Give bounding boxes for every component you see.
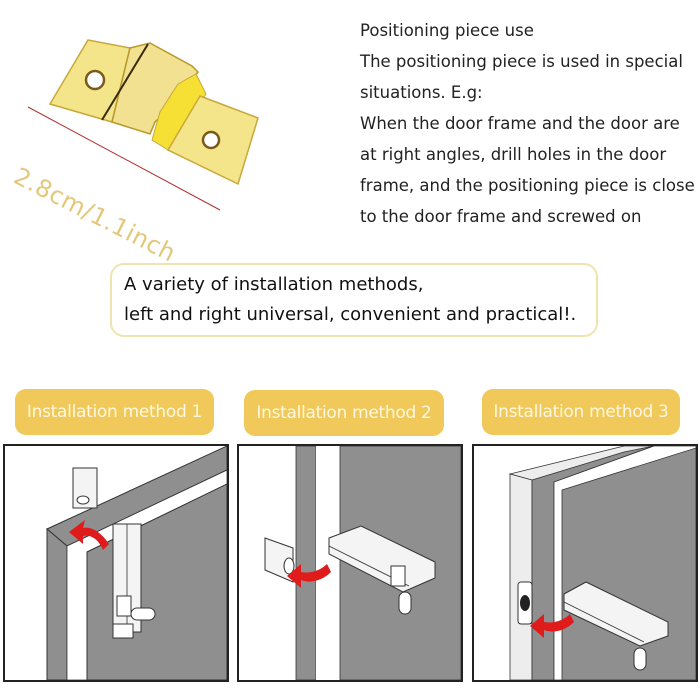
method-1-illustration: [3, 444, 229, 682]
positioning-piece-icon: [0, 0, 350, 250]
callout-line-1: A variety of installation methods,: [124, 274, 424, 295]
feature-callout: [110, 263, 598, 337]
keeper-icon: [73, 468, 97, 508]
description-line: When the door frame and the door are: [360, 114, 680, 133]
description-line: The positioning piece is used in special: [360, 52, 683, 71]
method-2-illustration: [237, 444, 463, 682]
description-line: at right angles, drill holes in the door: [360, 145, 667, 164]
dimension-label: 2.8cm/1.1inch: [9, 162, 181, 268]
callout-line-2: left and right universal, convenient and practical!.: [124, 304, 577, 325]
method-3-illustration: [472, 444, 698, 682]
description-heading: Positioning piece use: [360, 21, 534, 40]
description-line: frame, and the positioning piece is close: [360, 176, 695, 195]
description-line: situations. E.g:: [360, 83, 483, 102]
method-3-badge: Installation method 3: [482, 389, 680, 435]
usage-description: [360, 15, 700, 232]
product-image: [0, 0, 350, 250]
strike-plate-icon: [518, 582, 532, 624]
method-1-badge: Installation method 1: [15, 389, 214, 435]
method-2-badge: Installation method 2: [244, 390, 444, 436]
description-line: to the door frame and screwed on: [360, 207, 642, 226]
